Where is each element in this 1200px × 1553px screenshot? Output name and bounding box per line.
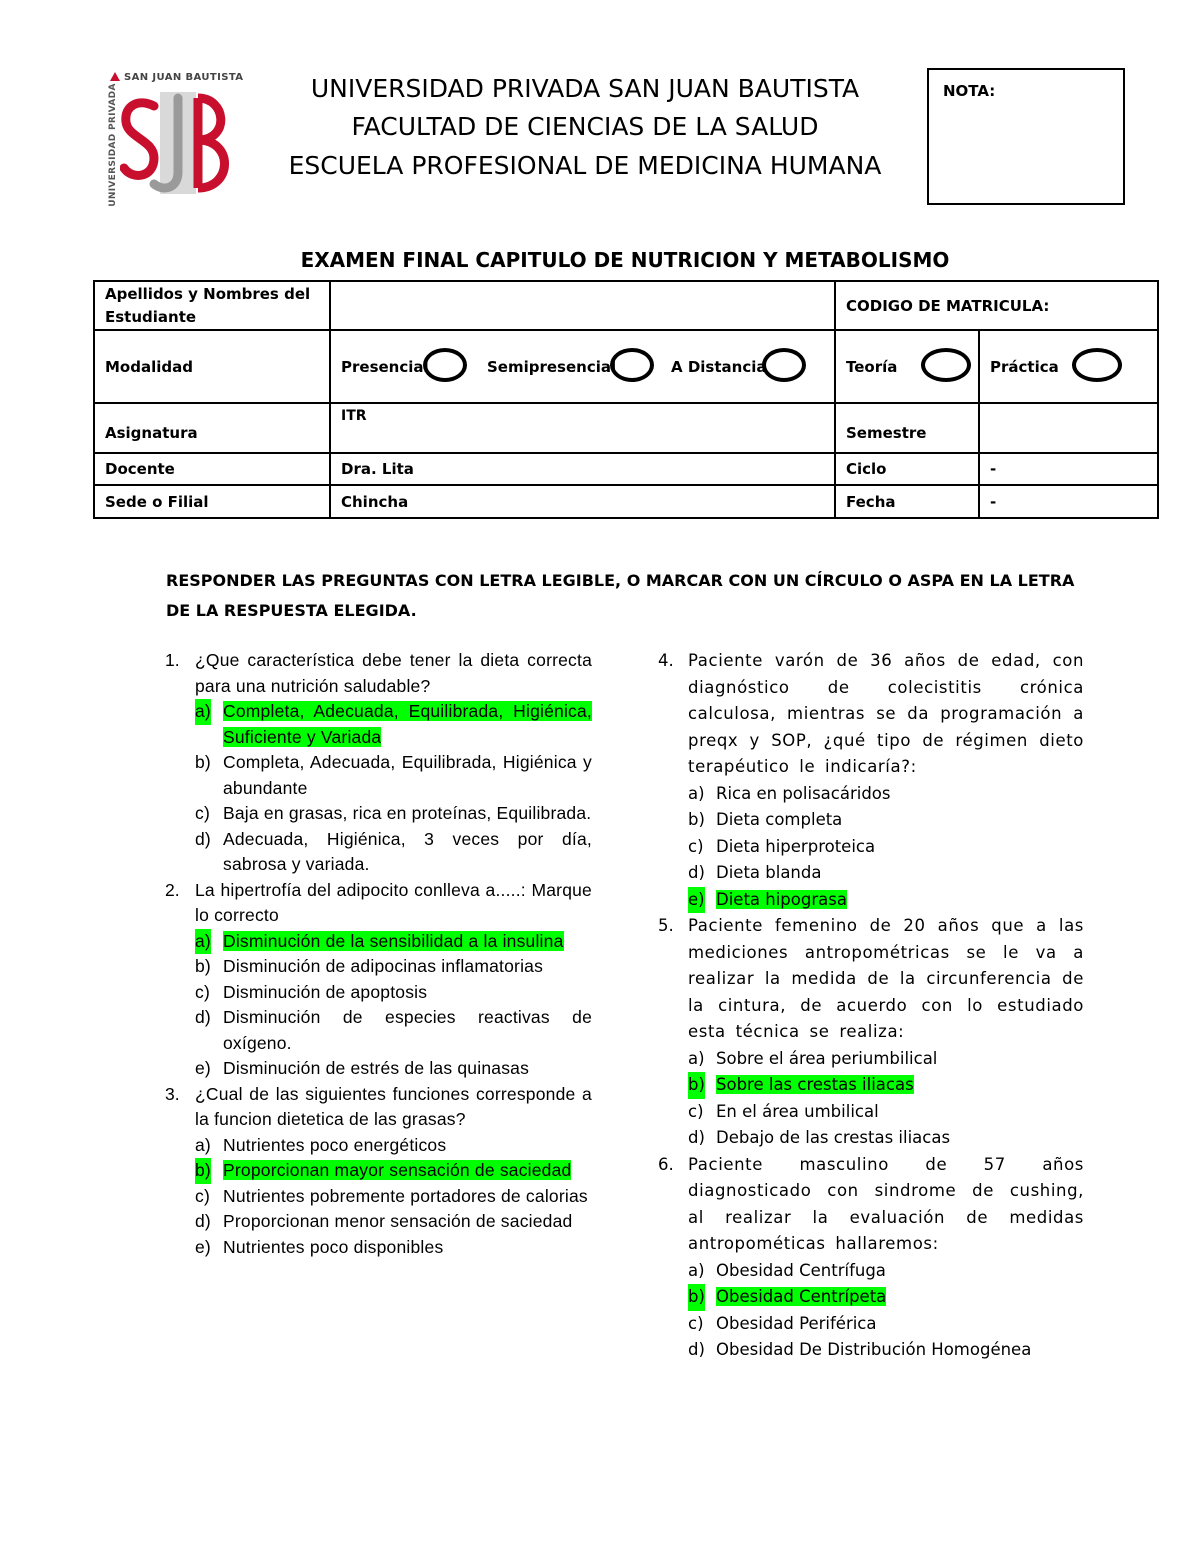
university-logo (104, 70, 244, 207)
question-number: 1. (165, 650, 180, 670)
question-number: 6. (658, 1154, 674, 1174)
answer-option-4[interactable] (195, 827, 592, 878)
student-info-table (93, 280, 1159, 519)
highlighted-answer-text: Dieta hipograsa (716, 889, 847, 909)
answer-option-3[interactable] (195, 801, 592, 827)
modalidad-options (330, 330, 835, 403)
option-letter: a) (688, 1260, 705, 1280)
question-number: 4. (658, 651, 674, 670)
answer-option-4[interactable] (688, 1125, 1084, 1152)
practica-circle[interactable] (1072, 348, 1122, 382)
question-3 (160, 1082, 592, 1261)
option-text: Rica en polisacáridos (716, 783, 891, 803)
option-letter: c) (688, 836, 704, 856)
question-5 (653, 913, 1084, 1152)
logo-side-text: UNIVERSIDAD PRIVADA (108, 83, 118, 207)
answer-option-4[interactable] (195, 1209, 592, 1235)
option-letter: a) (195, 929, 211, 955)
question-number: 3. (165, 1083, 180, 1104)
answer-options (688, 1258, 1084, 1364)
option-text: Nutrientes poco disponibles (223, 1236, 444, 1257)
option-letter: a) (195, 1134, 211, 1155)
teoria-label: Teoría (846, 357, 898, 376)
asignatura-label: Asignatura (94, 403, 330, 453)
answer-options (195, 1133, 592, 1261)
answer-option-5[interactable] (688, 887, 1084, 914)
option-text: Sobre el área periumbilical (716, 1048, 938, 1068)
answer-option-4[interactable] (195, 1005, 592, 1056)
exam-title: EXAMEN FINAL CAPITULO DE NUTRICION Y METABOLISMO (300, 248, 950, 272)
option-text: En el área umbilical (716, 1101, 879, 1121)
option-letter: d) (195, 1211, 211, 1231)
option-letter: b) (195, 956, 211, 976)
modalidad-distancia-label: A Distancia (671, 357, 767, 376)
option-text: Disminución de estrés de las quinasas (223, 1058, 530, 1078)
option-letter: b) (688, 1072, 705, 1099)
answer-option-3[interactable] (688, 834, 1084, 861)
answer-option-2[interactable] (195, 954, 592, 980)
highlighted-answer-text: Sobre las crestas iliacas (716, 1075, 914, 1094)
answer-option-1[interactable] (195, 699, 592, 750)
answer-option-2[interactable] (688, 1284, 1084, 1311)
option-letter: d) (688, 1128, 705, 1147)
student-name-label: Apellidos y Nombres del Estudiante (94, 281, 330, 330)
codigo-matricula-field[interactable]: CODIGO DE MATRICULA: (835, 281, 1158, 330)
logo-triangle-icon (110, 72, 120, 81)
option-letter: d) (195, 1007, 211, 1027)
option-letter: a) (688, 1048, 705, 1068)
modalidad-presencial-label: Presencial (341, 357, 429, 376)
answer-option-5[interactable] (195, 1056, 592, 1082)
semestre-label: Semestre (835, 403, 979, 453)
answer-options (195, 929, 592, 1082)
question-number: 2. (165, 879, 180, 900)
option-letter: c) (195, 803, 210, 823)
school-name: ESCUELA PROFESIONAL DE MEDICINA HUMANA (288, 151, 882, 180)
question-1 (160, 648, 592, 878)
questions-column-right (653, 648, 1084, 1364)
option-letter: c) (195, 1185, 210, 1206)
option-text: Dieta completa (716, 810, 843, 829)
option-letter: d) (688, 1340, 705, 1359)
question-number: 5. (658, 916, 674, 935)
answer-option-1[interactable] (688, 1046, 1084, 1073)
option-letter: b) (688, 810, 705, 829)
questions-column-left (160, 648, 592, 1260)
answer-option-1[interactable] (688, 1258, 1084, 1285)
option-text: Obesidad Centrífuga (716, 1260, 886, 1280)
grade-box[interactable] (927, 68, 1125, 205)
answer-options (688, 1046, 1084, 1152)
answer-option-2[interactable] (195, 1158, 592, 1184)
highlighted-answer-text: Obesidad Centrípeta (716, 1287, 887, 1306)
option-letter: e) (195, 1236, 211, 1257)
answer-option-3[interactable] (688, 1099, 1084, 1126)
docente-label: Docente (94, 453, 330, 485)
modalidad-semipresencial-circle[interactable] (610, 348, 654, 382)
option-text: Baja en grasas, rica en proteínas, Equilibrada. (223, 803, 592, 823)
answer-option-1[interactable] (195, 1133, 592, 1159)
highlighted-answer-text: Disminución de la sensibilidad a la insulina (223, 930, 564, 951)
answer-options (688, 781, 1084, 914)
sede-label: Sede o Filial (94, 485, 330, 518)
answer-option-1[interactable] (688, 781, 1084, 808)
logo-top-text: SAN JUAN BAUTISTA (110, 72, 238, 86)
practica-option (979, 330, 1158, 403)
fecha-value: - (979, 485, 1158, 518)
highlighted-answer-text: Proporcionan mayor sensación de saciedad (223, 1160, 572, 1180)
asignatura-value[interactable]: ITR (330, 403, 835, 453)
fecha-label: Fecha (835, 485, 979, 518)
question-text: ¿Cual de las siguientes funciones corresponde a la funcion dietetica de las grasas? (195, 1083, 592, 1129)
option-letter: e) (688, 887, 705, 914)
answer-option-3[interactable] (688, 1311, 1084, 1338)
option-letter: e) (195, 1058, 211, 1078)
question-text: La hipertrofía del adipocito conlleva a.....: Marque lo correcto (195, 879, 592, 925)
highlighted-answer-text: Completa, Adecuada, Equilibrada, Higiénica, Suficiente y Variada (223, 701, 592, 747)
option-text: Completa, Adecuada, Equilibrada, Higiénica y abundante (223, 752, 592, 798)
option-text: Disminución de adipocinas inflamatorias (223, 956, 544, 976)
answer-option-3[interactable] (195, 980, 592, 1006)
option-letter: c) (688, 1313, 704, 1333)
option-text: Dieta hiperproteica (716, 836, 876, 856)
option-text: Adecuada, Higiénica, 3 veces por día, sabrosa y variada. (223, 828, 592, 874)
option-letter: a) (688, 783, 705, 803)
answer-option-4[interactable] (688, 1337, 1084, 1364)
option-letter: b) (195, 752, 211, 772)
logo-sjb-mark (120, 88, 238, 198)
answer-option-1[interactable] (195, 929, 592, 955)
modalidad-semipresencial-label: Semipresencial (487, 357, 617, 376)
option-text: Dieta blanda (716, 863, 822, 882)
option-text: Nutrientes pobremente portadores de calorias (223, 1185, 588, 1206)
question-text: ¿Que característica debe tener la dieta correcta para una nutrición saludable? (195, 650, 592, 696)
modalidad-label: Modalidad (94, 330, 330, 403)
question-2 (160, 878, 592, 1082)
answer-option-2[interactable] (688, 807, 1084, 834)
ciclo-value: - (979, 453, 1158, 485)
teoria-option (835, 330, 979, 403)
option-letter: b) (688, 1284, 705, 1311)
option-text: Disminución de apoptosis (223, 981, 428, 1002)
teoria-circle[interactable] (921, 348, 971, 382)
option-letter: a) (195, 699, 211, 725)
question-6 (653, 1152, 1084, 1364)
option-letter: c) (688, 1101, 704, 1121)
question-text: Paciente masculino de 57 años diagnosticado con sindrome de cushing, al realizar la evaluación de medidas antropométicas hallaremos: (688, 1154, 1084, 1253)
answer-option-5[interactable] (195, 1235, 592, 1261)
option-text: Obesidad Periférica (716, 1313, 877, 1333)
faculty-name: FACULTAD DE CIENCIAS DE LA SALUD (351, 112, 819, 141)
student-name-field[interactable] (330, 281, 835, 330)
option-text: Obesidad De Distribución Homogénea (716, 1340, 1032, 1359)
answer-option-3[interactable] (195, 1184, 592, 1210)
option-letter: b) (195, 1158, 211, 1184)
answer-options (195, 699, 592, 878)
option-letter: d) (688, 863, 705, 882)
question-4 (653, 648, 1084, 913)
ciclo-label: Ciclo (835, 453, 979, 485)
practica-label: Práctica (990, 357, 1059, 376)
option-letter: d) (195, 828, 211, 849)
option-text: Debajo de las crestas iliacas (716, 1128, 951, 1147)
modalidad-distancia-circle[interactable] (762, 348, 806, 382)
grade-label: NOTA: (943, 82, 996, 100)
answer-option-2[interactable] (195, 750, 592, 801)
option-text: Proporcionan menor sensación de saciedad (223, 1211, 573, 1231)
answer-option-2[interactable] (688, 1072, 1084, 1099)
option-text: Disminución de especies reactivas de oxígeno. (223, 1007, 592, 1053)
answer-option-4[interactable] (688, 860, 1084, 887)
sede-value: Chincha (330, 485, 835, 518)
option-letter: c) (195, 981, 210, 1002)
docente-value: Dra. Lita (330, 453, 835, 485)
question-text: Paciente femenino de 20 años que a las mediciones antropométricas se le va a realizar la medida de la circunferencia de la cintura, de acuerdo con lo estudiado esta técnica se realiza: (688, 916, 1084, 1041)
instructions: RESPONDER LAS PREGUNTAS CON LETRA LEGIBLE, O MARCAR CON UN CÍRCULO O ASPA EN LA LETRA DE LA RESPUESTA ELEGIDA. (166, 571, 1075, 620)
option-text: Nutrientes poco energéticos (223, 1134, 447, 1155)
modalidad-presencial-circle[interactable] (423, 348, 467, 382)
university-name: UNIVERSIDAD PRIVADA SAN JUAN BAUTISTA (310, 74, 860, 103)
semestre-value[interactable] (979, 403, 1158, 453)
question-text: Paciente varón de 36 años de edad, con diagnóstico de colecistitis crónica calculosa, mientras se da programación a preqx y SOP, ¿qué tipo de régimen dieto terapéutico le indicaría?: (688, 651, 1084, 776)
